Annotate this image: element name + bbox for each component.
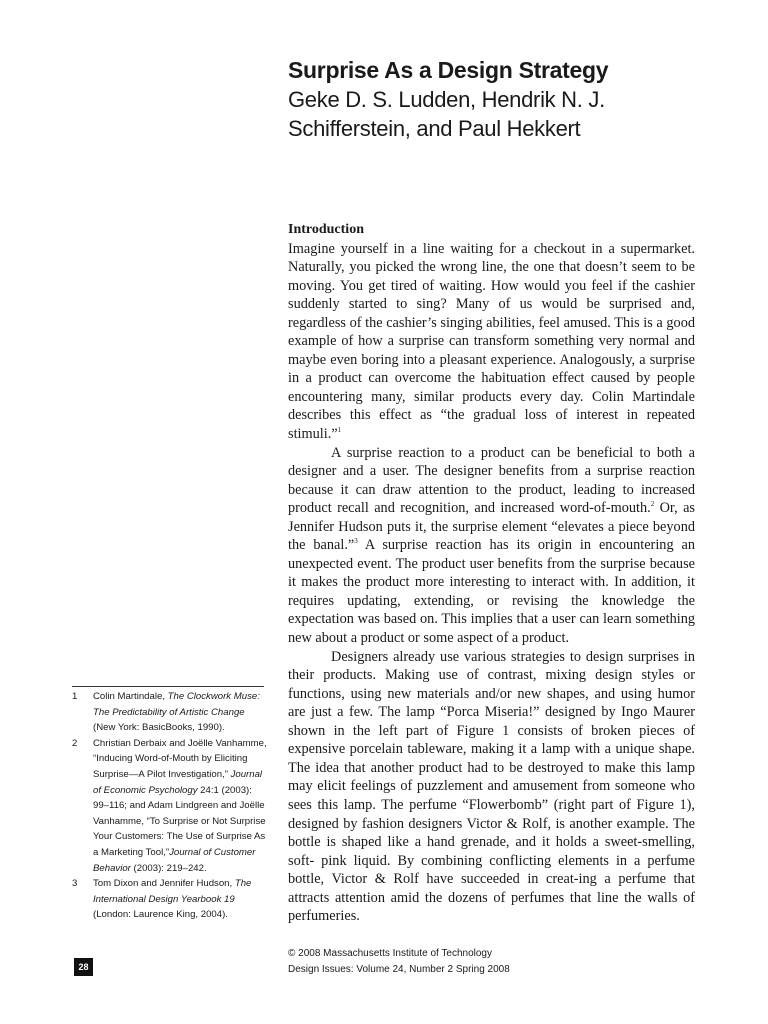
footnote-ref-3[interactable]: 3 [354,537,358,546]
paragraph-3: Designers already use various strategies to design surprises in their products. Making use of contrast, mixing design styles or functions, using new materials and/or new shapes, and using humor are just a few. The lamp “Porca Miseria!” designed by Ingo Maurer shown in the left part of Figure 1 consists of broken pieces of expensive porcelain tableware, making it a lamp with a unique shape. The idea that another product had to be destroyed to make this lamp may elicit feelings of puzzlement and amusement from someone who sees this lamp. The perfume “Flowerbomb” (right part of Figure 1), designed by fashion designers Victor & Rolf, is another example. The bottle is shaped like a hand grenade, and it holds a sweet-smelling, soft- pink liquid. By combining conflicting elements in a perfume bottle, Victor & Rolf have succeeded in creat-ing a perfume that attracts attention amid the dozens of perfumes that line the walls of perfumeries. [288,648,695,925]
article-header [288,56,718,143]
article-body [288,221,695,926]
paragraph-2 [288,444,695,648]
copyright-notice: © 2008 Massachusetts Institute of Technology [288,948,492,959]
footnote-2 [72,736,268,876]
paragraph-1 [288,240,695,444]
footnote-number: 3 [72,878,78,890]
footnote-divider [72,686,264,687]
paragraph-2-text-a: A surprise reaction to a product can be beneficial to both a designer and a user. The designer benefits from a surprise reaction because it can draw attention to the product, leading to increased product recall and recognition, and increased word-of-mouth. [288,444,695,517]
footnote-number: 2 [72,737,78,749]
page-number-badge: 28 [74,958,93,976]
footnote-ref-2[interactable]: 2 [650,500,655,509]
footnote-text: Colin Martindale, The Clockwork Muse: The Predictability of Artistic Change (New York: BasicBooks, 1990). [93,691,260,734]
footnote-3 [72,876,268,923]
paragraph-2-text-b: Or, as Jennifer Hudson puts it, the surprise element “elevates a piece beyond the banal.” [288,500,696,554]
article-authors-line2: Schifferstein, and Paul Hekkert [288,116,581,141]
footnotes [72,689,268,923]
footnote-1 [72,689,268,736]
footnote-text: Tom Dixon and Jennifer Hudson, The International Design Yearbook 19 (London: Laurence King, 2004). [93,878,252,921]
article-title: Surprise As a Design Strategy [288,57,609,83]
footnote-number: 1 [72,691,78,702]
journal-citation: Design Issues: Volume 24, Number 2 Spring 2008 [288,964,510,975]
article-authors-line1: Geke D. S. Ludden, Hendrik N. J. [288,87,605,112]
section-heading: Introduction [288,222,364,237]
footnote-ref-1[interactable]: 1 [337,426,342,435]
paragraph-1-text: Imagine yourself in a line waiting for a checkout in a supermarket. Naturally, you picked the wrong line, the one that doesn’t seem to be moving. You get tired of waiting. How would you feel if the cashier suddenly started to sing? Many of us would be surprised and, regardless of the cashier’s singing abilities, feel amused. This is a good example of how a surprise can transform something very normal and maybe even boring into a pleasant experience. Analogously, a surprise in a product can overcome the habituation effect caused by people encountering many, similar products every day. Colin Martindale describes this effect as “the gradual loss of interest in repeated stimuli.” [288,240,695,443]
paragraph-2-text-c: A surprise reaction has its origin in encountering an unexpected event. The product user benefits from the surprise because it makes the product more interesting to interact with. In addition, it requires updating, extending, or revising the knowledge the expectation was based on. This implies that a user can learn something new about a product or some aspect of a product. [288,537,695,647]
footnote-text: Christian Derbaix and Joëlle Vanhamme, “Inducing Word-of-Mouth by Eliciting Surprise—A Pilot Investigation,” Journal of Economic Psychology 24:1 (2003): 99–116; and Adam Lindgreen and Joëlle Vanhamme, “To Surprise or Not Surprise Your Customers: The Use of Surprise As a Marketing Tool,”Journal of Customer Behavior (2003): 219–242. [93,737,267,874]
